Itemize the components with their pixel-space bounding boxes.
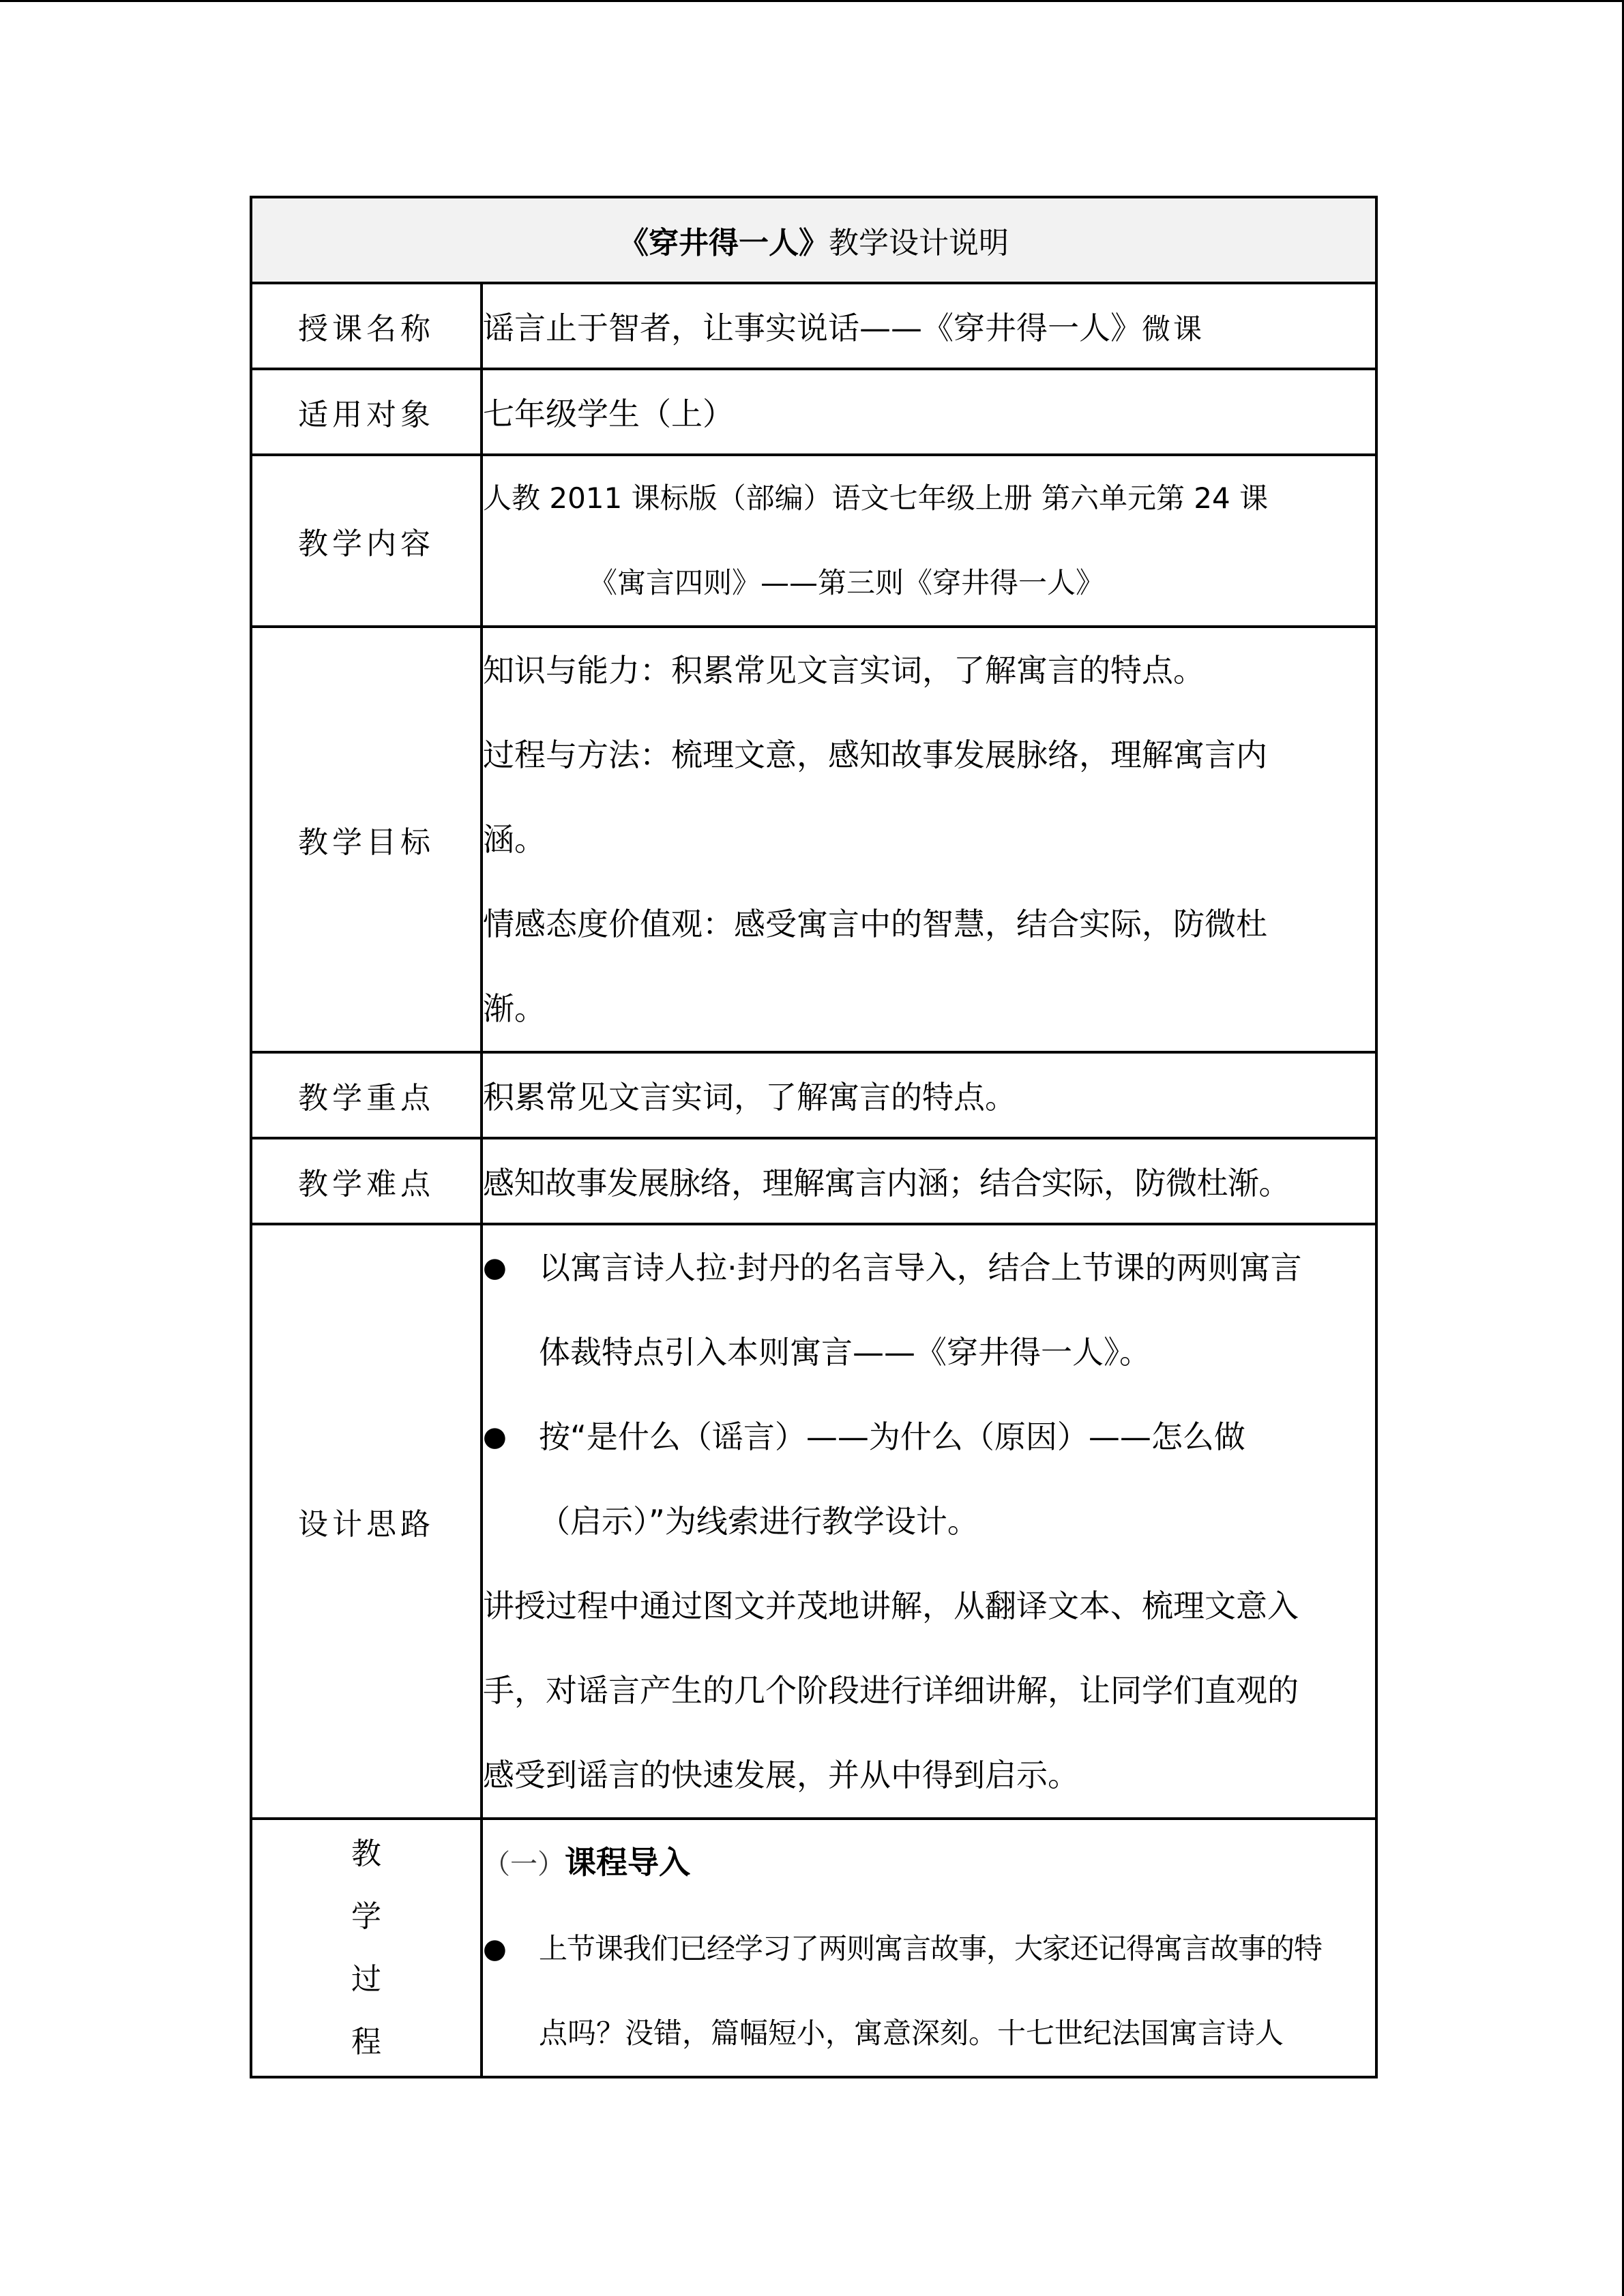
value-design-approach: [482, 1224, 1376, 1819]
process-bullet-1: [483, 1907, 1375, 1991]
process-bullet-1-text: 上节课我们已经学习了两则寓言故事，大家还记得寓言故事的特: [539, 1932, 1323, 1965]
label-teaching-objectives: 教学目标: [251, 627, 482, 1052]
section-title: 课程导入: [565, 1844, 690, 1881]
row-teaching-key-point: [251, 1052, 1376, 1138]
row-teaching-difficulty: [251, 1138, 1376, 1224]
label-teaching-process: [251, 1819, 482, 2077]
design-bullet-1-cont: 体裁特点引入本则寓言——《穿井得一人》。: [539, 1334, 1151, 1371]
design-paragraph-line: 讲授过程中通过图文并茂地讲解，从翻译文本、梳理文意入: [483, 1587, 1299, 1624]
course-name-main: 谣言止于智者，让事实说话——《穿井得一人》: [483, 310, 1142, 346]
teaching-content-line-1: 人教 2011 课标版（部编）语文七年级上册 第六单元第 24 课: [483, 481, 1269, 515]
value-teaching-key-point: 积累常见文言实词，了解寓言的特点。: [482, 1052, 1376, 1138]
teaching-content-line-2: 《寓言四则》——第三则《穿井得一人》: [589, 566, 1105, 599]
value-teaching-process: [482, 1819, 1376, 2077]
label-course-name: 授课名称: [251, 283, 482, 369]
label-teaching-content: 教学内容: [251, 455, 482, 627]
design-paragraph-line: 手，对谣言产生的几个阶段进行详细讲解，让同学们直观的: [483, 1672, 1299, 1709]
course-name-tail: 微课: [1142, 312, 1205, 346]
bullet-dot-icon: ●: [483, 1421, 507, 1452]
process-section-heading: [483, 1820, 1375, 1907]
label-target-audience: 适用对象: [251, 369, 482, 455]
bullet-dot-icon: ●: [483, 1252, 507, 1283]
design-bullet-2-cont: （启示）”为线索进行教学设计。: [539, 1503, 979, 1540]
objective-line: 渐。: [483, 990, 546, 1027]
row-course-name: [251, 283, 1376, 369]
design-paragraph-line: 感受到谣言的快速发展，并从中得到启示。: [483, 1757, 1079, 1793]
design-bullet-1: [483, 1225, 1375, 1310]
objective-line: 情感态度价值观：感受寓言中的智慧，结合实际，防微杜: [483, 906, 1267, 942]
value-teaching-difficulty: 感知故事发展脉络，理解寓言内涵；结合实际，防微杜渐。: [482, 1138, 1376, 1224]
label-teaching-difficulty: 教学难点: [251, 1138, 482, 1224]
title-book-name: 《穿井得一人》: [619, 226, 829, 260]
table-title: [251, 197, 1376, 283]
row-design-approach: [251, 1224, 1376, 1819]
value-teaching-objectives: [482, 627, 1376, 1052]
label-teaching-key-point: 教学重点: [251, 1052, 482, 1138]
row-target-audience: [251, 369, 1376, 455]
process-label-char: 学: [351, 1898, 381, 1934]
label-design-approach: 设计思路: [251, 1224, 482, 1819]
value-target-audience: 七年级学生（上）: [482, 369, 1376, 455]
process-bullet-1-cont: 点吗？没错，篇幅短小，寓意深刻。十七世纪法国寓言诗人: [539, 2016, 1284, 2050]
process-label-char: 程: [351, 2024, 381, 2059]
design-bullet-2-text: 按“是什么（谣言）——为什么（原因）——怎么做: [539, 1418, 1245, 1455]
value-teaching-content: [482, 455, 1376, 627]
row-teaching-objectives: [251, 627, 1376, 1052]
process-label-char: 教: [351, 1836, 381, 1871]
row-teaching-process: [251, 1819, 1376, 2077]
objective-line: 涵。: [483, 821, 546, 858]
objective-line: 知识与能力：积累常见文言实词，了解寓言的特点。: [483, 652, 1205, 689]
section-number: （一）: [483, 1849, 565, 1880]
value-course-name: [482, 283, 1376, 369]
lesson-design-table: [250, 196, 1378, 2078]
design-bullet-2: [483, 1395, 1375, 1479]
page-top-edge: [0, 0, 1624, 2]
title-row: [251, 197, 1376, 283]
bullet-dot-icon: ●: [483, 1933, 507, 1965]
row-teaching-content: [251, 455, 1376, 627]
design-bullet-1-text: 以寓言诗人拉·封丹的名言导入，结合上节课的两则寓言: [539, 1249, 1302, 1286]
title-rest: 教学设计说明: [829, 226, 1009, 260]
objective-line: 过程与方法：梳理文意，感知故事发展脉络，理解寓言内: [483, 736, 1267, 773]
process-label-char: 过: [351, 1961, 381, 1997]
